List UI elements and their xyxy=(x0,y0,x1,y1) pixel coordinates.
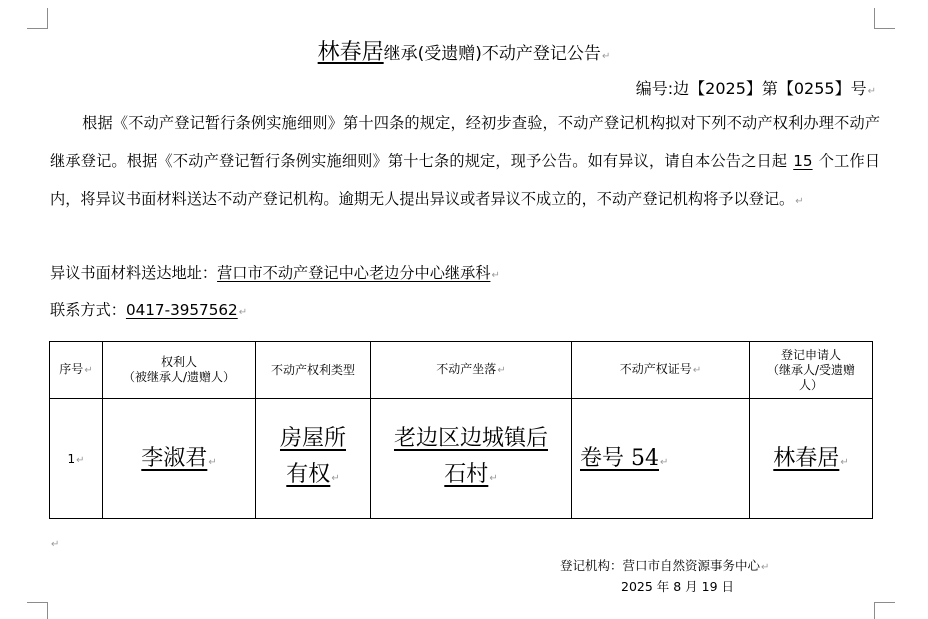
cell-cert-number[interactable] xyxy=(572,399,750,519)
location-line1[interactable]: 老边区边城镇后 xyxy=(393,425,548,451)
document-number-text[interactable]: 编号:边【2025】第【0255】号 xyxy=(635,79,867,98)
paragraph-mark-icon: ↵ xyxy=(491,270,500,281)
right-type-line1[interactable]: 房屋所 xyxy=(279,425,346,451)
address-label[interactable]: 异议书面材料送达地址： xyxy=(50,264,218,282)
empty-paragraph[interactable] xyxy=(50,532,59,551)
right-type-line2[interactable]: 有权 xyxy=(286,461,331,487)
org-text[interactable]: 登记机构：营口市自然资源事务中心 xyxy=(560,558,761,573)
cell-holder[interactable] xyxy=(103,399,256,519)
header-applicant-line1: 登记申请人 xyxy=(780,347,841,362)
header-holder-line2: （被继承人/遗赠人） xyxy=(122,370,236,384)
paragraph-mark-icon: ↵ xyxy=(489,472,498,484)
header-applicant[interactable] xyxy=(750,342,873,399)
header-right-type[interactable]: 不动产权利类型 xyxy=(256,342,371,399)
paragraph-mark-icon: ↵ xyxy=(660,456,669,468)
body-text-post[interactable]: 个工作日内，将异议书面材料送达不动产登记机构。逾期无人提出异议或者异议不成立的，不动产登记机构将予以登记。 xyxy=(50,152,881,208)
header-location[interactable]: 不动产坐落↵ xyxy=(371,342,572,399)
notice-body-paragraph[interactable] xyxy=(50,104,880,221)
paragraph-mark-icon: ↵ xyxy=(84,365,93,376)
paragraph-mark-icon: ↵ xyxy=(51,539,60,550)
header-applicant-line2: （继承人/受遗赠 xyxy=(766,362,856,377)
paragraph-mark-icon: ↵ xyxy=(208,456,217,468)
cell-seq[interactable]: 1↵ xyxy=(50,399,103,519)
contact-label[interactable]: 联系方式： xyxy=(50,301,126,319)
crop-mark-top-left xyxy=(27,8,48,29)
paragraph-mark-icon: ↵ xyxy=(795,196,804,207)
paragraph-mark-icon: ↵ xyxy=(692,365,702,376)
table-header-row xyxy=(50,342,873,399)
title-applicant-name[interactable]: 林春居 xyxy=(317,40,384,65)
cell-applicant[interactable] xyxy=(750,399,873,519)
table-row xyxy=(50,399,873,519)
paragraph-mark-icon: ↵ xyxy=(867,86,876,97)
header-cert-number[interactable]: 不动产权证号↵ xyxy=(572,342,750,399)
paragraph-mark-icon: ↵ xyxy=(601,51,611,62)
cert-number[interactable]: 卷号 54 xyxy=(580,445,659,471)
title-text[interactable]: 继承(受遗赠)不动产登记公告 xyxy=(383,44,601,64)
applicant-name[interactable]: 林春居 xyxy=(773,445,840,471)
notice-date[interactable]: 2025 年 8 月 19 日 xyxy=(621,579,735,594)
header-seq[interactable]: 序号↵ xyxy=(50,342,103,399)
contact-phone[interactable]: 0417-3957562 xyxy=(125,301,238,319)
cell-right-type[interactable] xyxy=(256,399,371,519)
document-number[interactable] xyxy=(636,76,876,99)
objection-address-line[interactable] xyxy=(50,262,500,283)
paragraph-mark-icon: ↵ xyxy=(331,472,340,484)
registration-org[interactable] xyxy=(560,556,769,574)
header-holder[interactable] xyxy=(103,342,256,399)
header-applicant-line3: 人） xyxy=(798,377,823,392)
paragraph-mark-icon: ↵ xyxy=(497,365,506,376)
location-line2[interactable]: 石村 xyxy=(444,461,489,487)
crop-mark-bottom-left xyxy=(27,602,48,619)
cell-location[interactable] xyxy=(371,399,572,519)
paragraph-mark-icon: ↵ xyxy=(840,456,849,468)
body-text-pre[interactable]: 根据《不动产登记暂行条例实施细则》第十四条的规定，经初步查验，不动产登记机构拟对下列不动产权利办理不动产继承登记。根据《不动产登记暂行条例实施细则》第十七条的规定，现予公告。如有异议，请自本公告之日起 xyxy=(50,114,880,170)
crop-mark-bottom-right xyxy=(874,602,895,619)
objection-days[interactable]: 15 xyxy=(793,152,813,170)
header-holder-line1: 权利人 xyxy=(160,355,197,369)
registration-table xyxy=(49,341,873,519)
contact-line[interactable] xyxy=(50,299,247,320)
holder-name[interactable]: 李淑君 xyxy=(141,445,208,471)
paragraph-mark-icon: ↵ xyxy=(761,562,770,573)
address-value[interactable]: 营口市不动产登记中心老边分中心继承科 xyxy=(217,264,491,282)
paragraph-mark-icon: ↵ xyxy=(238,307,248,318)
paragraph-mark-icon: ↵ xyxy=(76,454,85,466)
crop-mark-top-right xyxy=(874,8,895,29)
notice-title[interactable] xyxy=(0,35,928,66)
